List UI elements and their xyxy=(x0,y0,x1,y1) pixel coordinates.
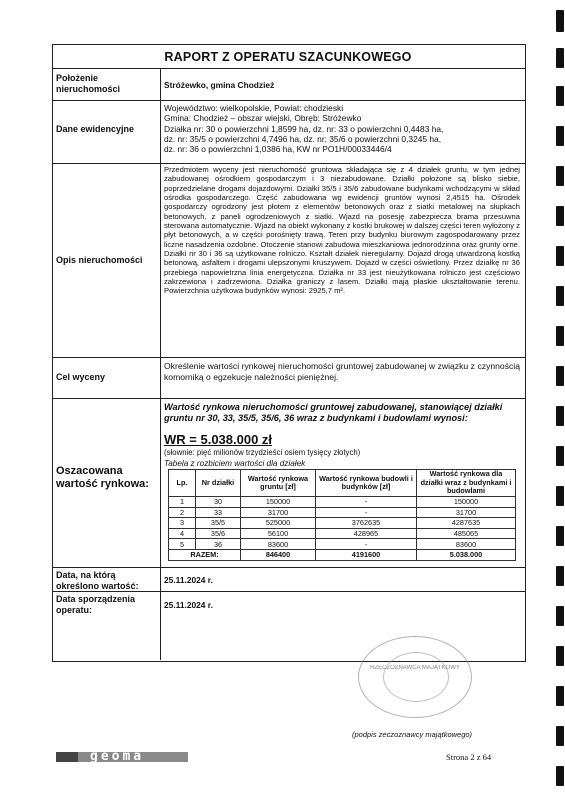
table-cell: 150000 xyxy=(417,497,516,508)
column-divider xyxy=(160,69,161,660)
valuation-table xyxy=(168,469,516,561)
table-header: Wartość rynkowa gruntu [zł] xyxy=(241,470,316,497)
table-cell: 83600 xyxy=(241,539,316,550)
table-cell: 4287635 xyxy=(417,518,516,529)
dane-line: dz. nr: 36 o powierzchni 1,0386 ha, KW nr PO1H/00033446/4 xyxy=(164,144,392,155)
table-cell: 5 xyxy=(169,539,196,550)
label-dane: Dane ewidencyjne xyxy=(56,124,135,134)
dane-line: dz. nr: 35/5 o powierzchni 4,7496 ha, dz. nr: 35/6 o powierzchni 0,3245 ha, xyxy=(164,133,442,144)
table-header: Nr działki xyxy=(196,470,241,497)
table-cell: 35/6 xyxy=(196,528,241,539)
table-cell: 5.038.000 xyxy=(417,549,516,560)
table-header: Wartość rynkowa budowli i budynków [zł] xyxy=(316,470,417,497)
label-cel: Cel wyceny xyxy=(56,372,106,382)
table-cell: 31700 xyxy=(417,507,516,518)
table-cell: 31700 xyxy=(241,507,316,518)
value-dane xyxy=(164,103,520,154)
divider xyxy=(52,163,526,164)
table-row xyxy=(169,507,516,518)
table-cell: 428965 xyxy=(316,528,417,539)
table-cell: 36 xyxy=(196,539,241,550)
table-cell: - xyxy=(316,497,417,508)
wartosc-words: (słownie: pięć milionów trzydzieści osiem tysięcy złotych) xyxy=(164,448,361,457)
table-cell: 30 xyxy=(196,497,241,508)
table-total-row xyxy=(169,549,516,560)
dane-line: Województwo: wielkopolskie, Powiat: chodzieski xyxy=(164,103,344,113)
binding-edge xyxy=(551,0,565,800)
wartosc-headline: Wartość rynkowa nieruchomości gruntowej zabudowanej, stanowiącej działki gruntu nr 30, 33, 35/5, 35/6, 36 wraz z budynkami i budowlami wynosi: xyxy=(164,402,503,423)
report-title: RAPORT Z OPERATU SZACUNKOWEGO xyxy=(164,50,412,64)
table-cell: 4 xyxy=(169,528,196,539)
stamp-inner-ring xyxy=(383,652,449,702)
table-header: Lp. xyxy=(169,470,196,497)
value-cel: Określenie wartości rynkowej nieruchomości gruntowej zabudowanej w związku z czynnością komorniką o egzekucje należności pieniężnej. xyxy=(164,361,520,382)
table-cell: - xyxy=(316,539,417,550)
table-cell: 56100 xyxy=(241,528,316,539)
divider xyxy=(52,100,526,101)
value-data-okreslenia: 25.11.2024 r. xyxy=(164,575,213,585)
table-cell: RAZEM: xyxy=(169,549,241,560)
table-cell: 1 xyxy=(169,497,196,508)
table-cell: 3762635 xyxy=(316,518,417,529)
label-polozenie: Położenie nieruchomości xyxy=(56,73,121,94)
table-cell: 35/5 xyxy=(196,518,241,529)
table-row xyxy=(169,528,516,539)
value-polozenie: Stróżewko, gmina Chodzież xyxy=(164,80,275,90)
value-opis: Przedmiotem wyceny jest nieruchomość gruntowa składająca się z 4 działek gruntu, w tym jednej zabudowanej ośrodkiem gospodarczym i 3 niezabudowane. Działki położone są blisko siebie, poprzedzielane drogami dojazdowymi. Działki 35/5 i 35/6 zabudowane budynkami wchodzącymi w skład ośrodka gospodarczego. Część zabudowana wg ewidencji gruntów wynosi 2,4515 ha. Ośrodek gospodarczy ogrodzony jest płotem z elementów betonowych oraz z siatki metalowej na słupkach betonowych, z paneli ogrodzeniowych z siatki. Wjazd na posesję zabezpiecza brama przesuwna sterowana automatycznie. Wjazd na obiekt wykonany z kostki brukowej w dalszej części teren wyłożony z płyt betonowych, a w części porośnięty trawą. Teren przy budynku biurowym zagospodarowany przez liczne nasadzenia ozdobne. Otoczenie stanowi zabudowa mieszkaniowa jednorodzinna oraz grunty orne. Działki nr 30 i 36 są użytkowane rolniczo. Kształt działek nieregularny. Dojazd drogą utwardzoną kostką betonową, asfaltem i drogami ulepszonymi kruszywem. Dojazd w części oświetlony. Przez działkę nr 36 przebiega napowietrzna linia energetyczna. Działka nr 33 jest nieużytkowana rolniczo jest częściowo zakrzewiona i zadrzewiona. Działka graniczy z lasem. Działki mają płaskie ukształtowanie terenu. Powierzchnia użytkowa budynków wynosi: 2925,7 m². xyxy=(164,165,520,296)
dane-line: Gmina: Chodzież – obszar wiejski, Obręb: Stróżewko xyxy=(164,113,362,124)
footer-logo: geoma xyxy=(90,749,145,764)
divider xyxy=(52,398,526,399)
label-data-okreslenia: Data, na którą określono wartość: xyxy=(56,570,139,591)
table-row xyxy=(169,518,516,529)
wartosc-amount: WR = 5.038.000 zł xyxy=(164,432,273,447)
table-row xyxy=(169,497,516,508)
table-cell: 2 xyxy=(169,507,196,518)
table-cell: 525000 xyxy=(241,518,316,529)
signature-caption: (podpis zeczoznawcy majątkowego) xyxy=(352,730,473,739)
table-cell: 846400 xyxy=(241,549,316,560)
label-wartosc: Oszacowana wartość rynkowa: xyxy=(56,465,149,490)
table-cell: - xyxy=(316,507,417,518)
table-cell: 33 xyxy=(196,507,241,518)
stamp-text: RZECZOZNAWCA MAJĄTKOWY xyxy=(370,665,460,671)
page-number: Strona 2 z 64 xyxy=(446,752,492,762)
table-header: Wartość rynkowa dla działki wraz z budynkami i budowlami xyxy=(417,470,516,497)
table-cell: 3 xyxy=(169,518,196,529)
table-cell: 485065 xyxy=(417,528,516,539)
divider xyxy=(52,357,526,358)
table-row xyxy=(169,539,516,550)
value-data-sporzadzenia: 25.11.2024 r. xyxy=(164,600,213,610)
dane-line: Działka nr: 30 o powierzchni 1,8599 ha, dz. nr: 33 o powierzchni 0,4483 ha, xyxy=(164,123,444,134)
label-data-sporzadzenia: Data sporządzenia operatu: xyxy=(56,594,136,615)
divider xyxy=(52,68,526,69)
table-cell: 150000 xyxy=(241,497,316,508)
divider xyxy=(52,567,526,568)
table-cell: 4191600 xyxy=(316,549,417,560)
table-cell: 83600 xyxy=(417,539,516,550)
label-opis: Opis nieruchomości xyxy=(56,255,143,265)
table-caption: Tabela z rozbiciem wartości dla działek xyxy=(164,459,306,468)
